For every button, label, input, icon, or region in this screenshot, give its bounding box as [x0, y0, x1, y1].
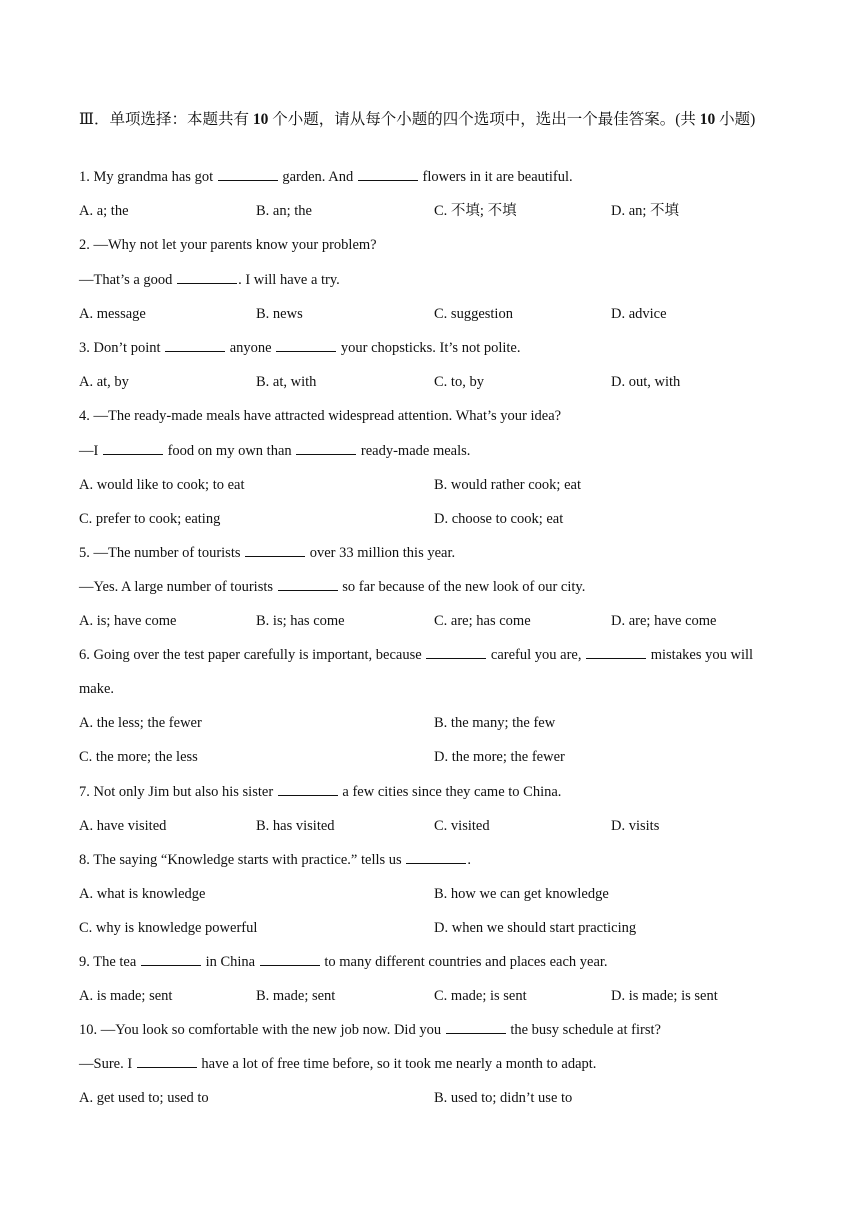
question-4-stem: 4. —The ready-made meals have attracted widespread attention. What’s your idea? — [79, 408, 562, 424]
answer-blank — [296, 441, 356, 455]
q4-option-c: C. prefer to cook; eating — [79, 511, 221, 527]
q7-option-a: A. have visited — [79, 818, 167, 834]
answer-blank — [586, 645, 646, 659]
answer-blank — [358, 167, 418, 181]
answer-blank — [406, 850, 466, 864]
question-2-reply: —That’s a good . I will have a try. — [79, 272, 340, 288]
q7-option-c: C. visited — [434, 818, 490, 834]
answer-blank — [260, 952, 320, 966]
q6-option-d: D. the more; the fewer — [434, 749, 565, 765]
q7-option-d: D. visits — [611, 818, 660, 834]
q6-option-b: B. the many; the few — [434, 715, 556, 731]
question-5-stem: 5. —The number of tourists over 33 million this year. — [79, 545, 456, 561]
q9-option-c: C. made; is sent — [434, 988, 527, 1004]
question-3-stem: 3. Don’t point anyone your chopsticks. It’s not polite. — [79, 340, 521, 356]
answer-blank — [177, 270, 237, 284]
heading-text: Ⅲ．单项选择：本题共有 — [79, 111, 253, 128]
q7-option-b: B. has visited — [256, 818, 335, 834]
q8-option-a: A. what is knowledge — [79, 886, 206, 902]
question-10-stem: 10. —You look so comfortable with the new job now. Did you the busy schedule at first? — [79, 1022, 661, 1038]
q6-option-a: A. the less; the fewer — [79, 715, 202, 731]
question-2-stem: 2. —Why not let your parents know your problem? — [79, 237, 377, 253]
q4-option-d: D. choose to cook; eat — [434, 511, 564, 527]
question-4-reply: —I food on my own than ready-made meals. — [79, 443, 471, 459]
q3-option-b: B. at, with — [256, 374, 317, 390]
q10-option-b: B. used to; didn’t use to — [434, 1090, 573, 1106]
q2-option-c: C. suggestion — [434, 306, 513, 322]
question-1-stem: 1. My grandma has got garden. And flowers in it are beautiful. — [79, 169, 573, 185]
answer-blank — [137, 1054, 197, 1068]
q5-option-a: A. is; have come — [79, 613, 177, 629]
q1-option-b: B. an; the — [256, 203, 312, 219]
q3-option-c: C. to, by — [434, 374, 484, 390]
q9-option-a: A. is made; sent — [79, 988, 173, 1004]
question-10-reply: —Sure. I have a lot of free time before, so it took me nearly a month to adapt. — [79, 1056, 597, 1072]
q10-option-a: A. get used to; used to — [79, 1090, 209, 1106]
answer-blank — [103, 441, 163, 455]
answer-blank — [278, 782, 338, 796]
heading-count-2: 10 — [699, 111, 716, 128]
question-8-stem: 8. The saying “Knowledge starts with practice.” tells us . — [79, 852, 471, 868]
q5-option-c: C. are; has come — [434, 613, 531, 629]
answer-blank — [426, 645, 486, 659]
heading-text-2: 个小题，请从每个小题的四个选项中，选出一个最佳答案。(共 — [268, 111, 700, 128]
q1-option-d: D. an; 不填 — [611, 203, 680, 219]
q3-option-a: A. at, by — [79, 374, 129, 390]
q9-option-b: B. made; sent — [256, 988, 336, 1004]
q5-option-d: D. are; have come — [611, 613, 717, 629]
question-5-reply: —Yes. A large number of tourists so far because of the new look of our city. — [79, 579, 586, 595]
question-7-stem: 7. Not only Jim but also his sister a few cities since they came to China. — [79, 784, 562, 800]
q1-option-a: A. a; the — [79, 203, 129, 219]
question-6-continuation: make. — [79, 681, 115, 697]
answer-blank — [276, 338, 336, 352]
question-9-stem: 9. The tea in China to many different countries and places each year. — [79, 954, 608, 970]
heading-text-3: 小题) — [715, 111, 756, 128]
q1-option-c: C. 不填; 不填 — [434, 203, 517, 219]
q9-option-d: D. is made; is sent — [611, 988, 718, 1004]
q2-option-b: B. news — [256, 306, 303, 322]
q2-option-d: D. advice — [611, 306, 667, 322]
answer-blank — [141, 952, 201, 966]
q8-option-b: B. how we can get knowledge — [434, 886, 609, 902]
answer-blank — [218, 167, 278, 181]
question-6-stem: 6. Going over the test paper carefully is important, because careful you are, mistakes you will — [79, 647, 754, 663]
q5-option-b: B. is; has come — [256, 613, 345, 629]
answer-blank — [446, 1020, 506, 1034]
heading-count: 10 — [252, 111, 269, 128]
answer-blank — [245, 543, 305, 557]
q3-option-d: D. out, with — [611, 374, 681, 390]
q4-option-a: A. would like to cook; to eat — [79, 477, 245, 493]
answer-blank — [165, 338, 225, 352]
q2-option-a: A. message — [79, 306, 146, 322]
q4-option-b: B. would rather cook; eat — [434, 477, 581, 493]
q6-option-c: C. the more; the less — [79, 749, 198, 765]
section-heading — [79, 106, 791, 134]
answer-blank — [278, 577, 338, 591]
q8-option-c: C. why is knowledge powerful — [79, 920, 258, 936]
q8-option-d: D. when we should start practicing — [434, 920, 637, 936]
